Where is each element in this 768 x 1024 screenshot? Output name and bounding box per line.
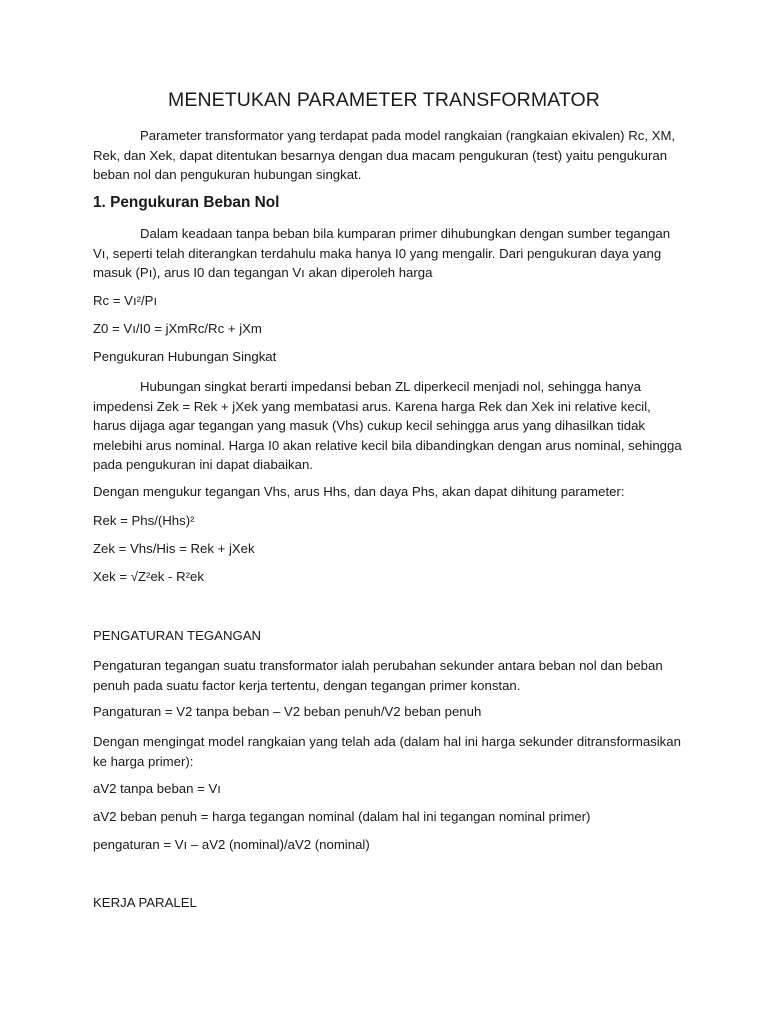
intro-paragraph: Parameter transformator yang terdapat pada model rangkaian (rangkaian ekivalen) Rc, XM, Rek, dan Xek, dapat ditentukan besarnya dengan dua macam pengukuran (test) yaitu pengukuran beban nol dan pengukuran hubungan singkat. [93,128,676,182]
pengaturan-tegangan-paragraph: Pengaturan tegangan suatu transformator ialah perubahan sekunder antara beban nol dan beban penuh pada suatu factor kerja tertentu, dengan tegangan primer konstan. [93,658,663,693]
document-title: MENETUKAN PARAMETER TRANSFORMATOR [168,89,600,111]
formula-z0: Z0 = Vı/I0 = jXmRc/Rc + jXm [93,321,262,336]
formula-rc: Rc = Vı²/Pı [93,293,158,308]
measure-text: Dengan mengukur tegangan Vhs, arus Hhs, dan daya Phs, akan dapat dihitung parameter: [93,484,625,499]
section-heading-beban-nol: 1. Pengukuran Beban Nol [93,194,280,211]
section-heading-hubungan-singkat: Pengukuran Hubungan Singkat [93,349,277,364]
formula-xek: Xek = √Z²ek - R²ek [93,569,204,584]
section-heading-pengaturan-tegangan: PENGATURAN TEGANGAN [93,628,262,643]
beban-nol-paragraph: Dalam keadaan tanpa beban bila kumparan primer dihubungkan dengan sumber tegangan Vı, seperti telah diterangkan terdahulu maka hanya I0 yang mengalir. Dari pengukuran daya yang masuk (Pı), arus I0 dan tegangan Vı akan diperoleh harga [93,226,671,280]
hubungan-singkat-paragraph: Hubungan singkat berarti impedansi beban ZL diperkecil menjadi nol, sehingga hanya impedensi Zek = Rek + jXek yang membatasi arus. Karena harga Rek dan Xek ini relative kecil, harus dijaga agar tegangan yang masuk (Vhs) cukup kecil sehingga arus yang dihasilkan tidak melebihi arus nominal. Harga I0 akan relative kecil bila dibandingkan dengan arus nominal, sehingga pada pengukuran ini dapat diabaikan. [93,379,682,472]
formula-av2-tanpa-beban: aV2 tanpa beban = Vı [93,781,221,796]
section-heading-kerja-paralel: KERJA PARALEL [93,895,197,910]
formula-pengaturan-nominal: pengaturan = Vı – aV2 (nominal)/aV2 (nominal) [93,837,370,852]
formula-zek: Zek = Vhs/His = Rek + jXek [93,541,255,556]
model-text: Dengan mengingat model rangkaian yang telah ada (dalam hal ini harga sekunder ditransformasikan ke harga primer): [93,734,681,769]
formula-pengaturan: Pangaturan = V2 tanpa beban – V2 beban penuh/V2 beban penuh [93,704,482,719]
formula-av2-beban-penuh: aV2 beban penuh = harga tegangan nominal (dalam hal ini tegangan nominal primer) [93,809,591,824]
formula-rek: Rek = Phs/(Hhs)² [93,513,195,528]
